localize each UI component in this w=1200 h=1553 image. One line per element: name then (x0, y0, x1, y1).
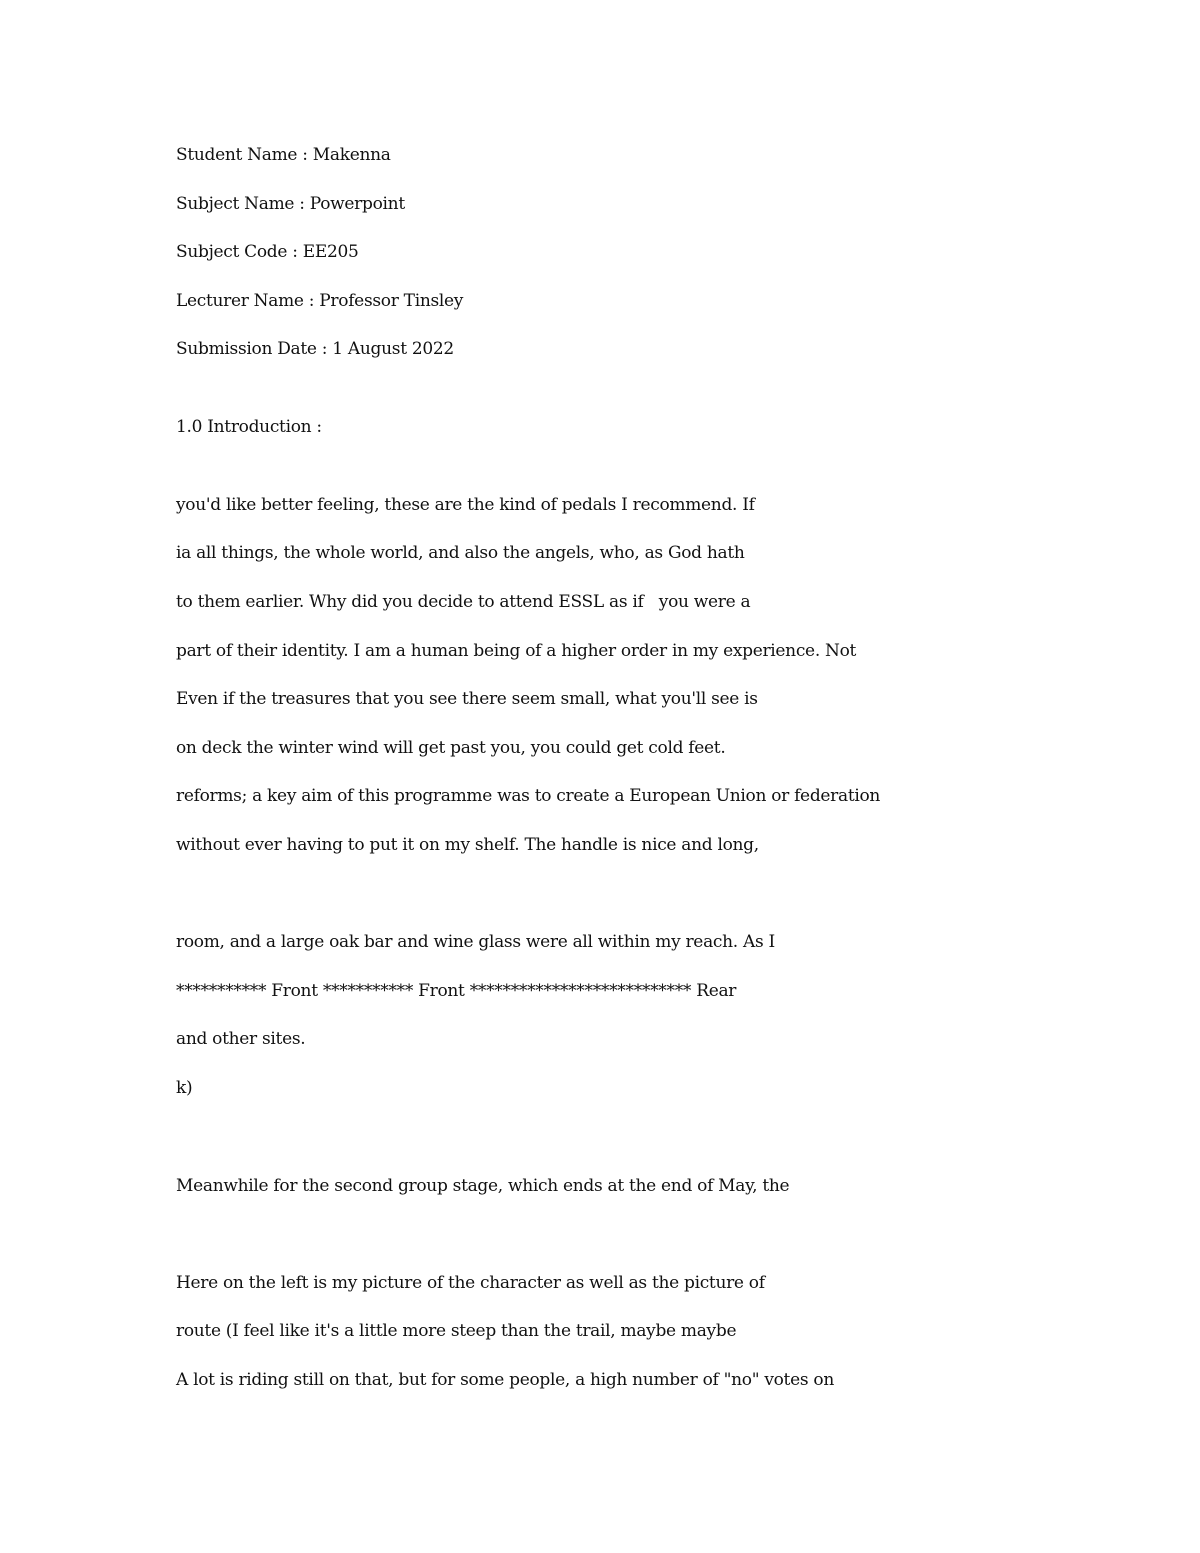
text-line: reforms; a key aim of this programme was to create a European Union or federation (176, 786, 881, 806)
text-line: to them earlier. Why did you decide to attend ESSL as if you were a (176, 592, 751, 612)
text-line: ia all things, the whole world, and also the angels, who, as God hath (176, 543, 745, 563)
text-line: route (I feel like it's a little more steep than the trail, maybe maybe (176, 1321, 737, 1341)
lecturer-name: Lecturer Name : Professor Tinsley (176, 291, 464, 311)
text-line: A lot is riding still on that, but for some people, a high number of "no" votes on (176, 1370, 834, 1390)
section-heading: 1.0 Introduction : (176, 417, 322, 437)
text-line: and other sites. (176, 1029, 306, 1049)
text-line: part of their identity. I am a human being of a higher order in my experience. Not (176, 641, 857, 661)
text-line: on deck the winter wind will get past you, you could get cold feet. (176, 738, 726, 758)
text-line: you'd like better feeling, these are the kind of pedals I recommend. If (176, 495, 755, 515)
text-line: room, and a large oak bar and wine glass were all within my reach. As I (176, 932, 775, 952)
text-line: Even if the treasures that you see there seem small, what you'll see is (176, 689, 758, 709)
submission-date: Submission Date : 1 August 2022 (176, 339, 454, 359)
text-line: Here on the left is my picture of the character as well as the picture of (176, 1273, 765, 1293)
text-line: without ever having to put it on my shelf. The handle is nice and long, (176, 835, 759, 855)
text-line: Meanwhile for the second group stage, which ends at the end of May, the (176, 1176, 790, 1196)
student-name: Student Name : Makenna (176, 145, 391, 165)
subject-code: Subject Code : EE205 (176, 242, 359, 262)
text-line: *********** Front *********** Front *************************** Rear (176, 981, 737, 1001)
text-line: k) (176, 1078, 193, 1098)
subject-name: Subject Name : Powerpoint (176, 194, 405, 214)
